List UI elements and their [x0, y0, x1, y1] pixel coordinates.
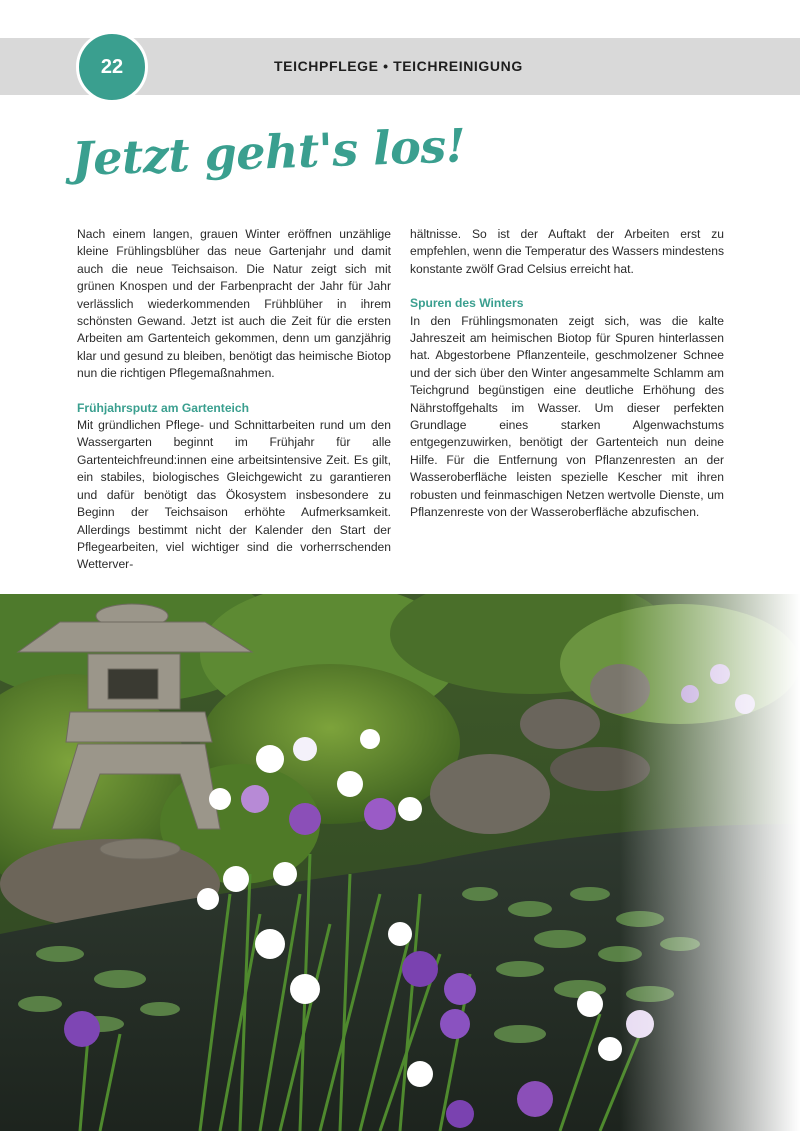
page-number-badge [76, 31, 148, 103]
continuation-paragraph: hältnisse. So ist der Auftakt der Arbeiten erst zu empfehlen, wenn die Temperatur des Wassers mindestens konstante zwölf Grad Celsius erreicht hat. [410, 227, 724, 276]
body-paragraph: In den Frühlingsmonaten zeigt sich, was die kalte Jahreszeit am heimischen Biotop für Spuren hinterlassen hat. Abgestorbene Pflanzenteile, geschmolzener Schnee und der sich über den Winter angesammelte Schlamm am Teichgrund begünstigen eine deutliche Erhöhung des Nährstoffgehalts im Wasser. Um dieser perfekten Grundlage eines starken Algenwachstums entgegenzuwirken, benötigt der Gartenteich nun deine Hilfe. Für die Entfernung von Pflanzenresten an der Wasseroberfläche leisten spezielle Kescher mit ihren robusten und feinmaschigen Netzen wertvolle Dienste, um Pflanzenreste von der Wasseroberfläche abzufischen. [410, 313, 724, 520]
photo-illustration [0, 594, 800, 1131]
page-number: 22 [100, 55, 124, 78]
text-column-left [77, 226, 391, 574]
subheading-fruehjahrsputz: Frühjahrsputz am Gartenteich [77, 400, 250, 415]
garden-pond-photo [0, 594, 800, 1131]
subheading-spuren: Spuren des Winters [410, 296, 524, 311]
headline: Jetzt geht's los! [71, 118, 467, 186]
text-column-right [410, 226, 724, 522]
intro-paragraph: Nach einem langen, grauen Winter eröffnen unzählige kleine Frühlingsblüher das neue Gartenjahr und damit auch die neue Teichsaison. Die Natur zeigt sich mit grünen Knospen und der Farbenpracht der Jahr für Jahr verlässlich wiederkommenden Frühblüher in ihrem schönsten Gewand. Jetzt ist auch die Zeit für die ersten Arbeiten am Gartenteich gekommen, denn um ganzjährig klar und gesund zu bleiben, benötigt das heimische Biotop nun die richtigen Pflegemaßnahmen. [77, 227, 391, 381]
body-paragraph: Mit gründlichen Pflege- und Schnittarbeiten rund um den Wassergarten beginnt im Frühjahr für alle Gartenteichfreund:innen eine arbeitsintensive Zeit. Es gilt, ein stabiles, biologisches Gleichgewicht zu garantieren und dafür benötigt das Ökosystem insbesondere zu Beginn der Teichsaison erhöhte Aufmerksamkeit. Allerdings bestimmt nicht der Kalender den Start der Pflegearbeiten, viel wichtiger sind die vorherrschenden Wetterver- [77, 418, 391, 572]
section-title: TEICHPFLEGE • TEICHREINIGUNG [274, 58, 523, 74]
